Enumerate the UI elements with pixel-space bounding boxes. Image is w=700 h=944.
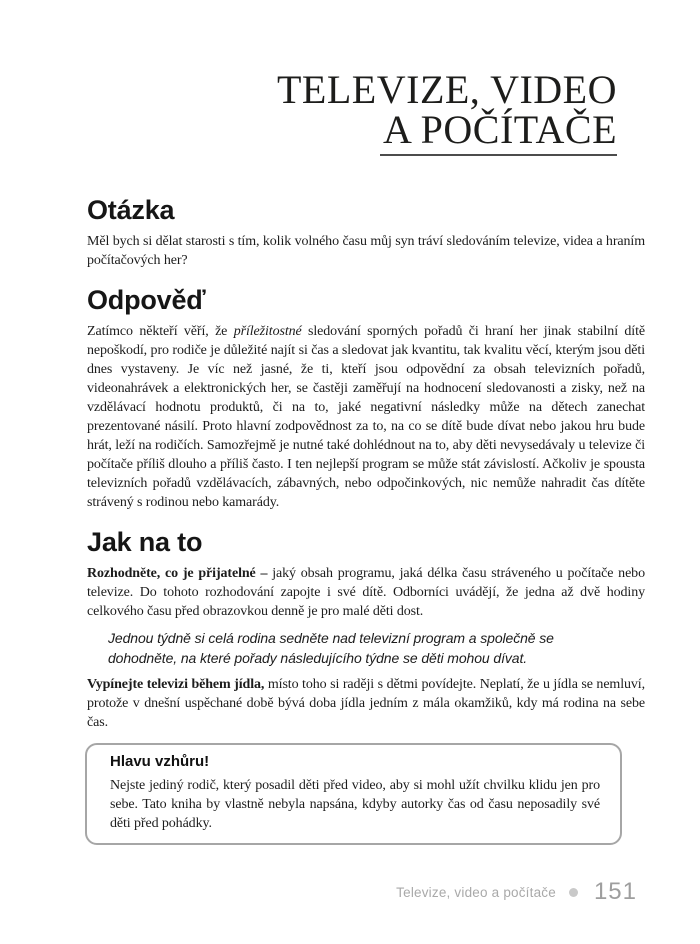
jak-na-to-p2-rest: místo toho si raději s dětmi povídejte. Neplatí, že u jídla se nemluví, protože v dnešní uspěchané době bývá doba jídla jedním z mála okamžiků, kdy má rodina na sebe čas.	[87, 677, 645, 730]
page-footer	[396, 880, 637, 904]
jak-na-to-p1-bold-lead: Rozhodněte, co je přijatelné –	[87, 566, 273, 581]
footer-page-number: 151	[593, 878, 637, 905]
odpoved-text-rest: sledování sporných pořadů či hraní her jinak stabilní dítě nepoškodí, pro rodiče je důležité najít si čas a sledovat jak kvantitu, tak kvalitu věcí, kterým jsou děti dnes vystaveny. Je víc než jasné, že ti, kteří jsou odpovědní za obsah televizních pořadů, videonahrávek a elektronických her, se častěji zaměřují na hodnocení sledovanosti a zisky, než na vzdělávací hodnotu produktů, či na to, jaké negativní následky může na dětech zanechat prezentované násilí. Proto hlavní zodpovědnost za to, na co se dítě bude dívat nebo jakou hru bude hrát, leží na rodičích. Samozřejmě je nutné také dohlédnout na to, aby děti nevysedávaly u televize či počítače příliš dlouho a příliš často. I ten nejlepší program se může stát závislostí. Ačkoliv je spousta televizních pořadů vzdělávacích, zábavných, nebo odpočinkových, nic nemůže nahradit čas dítěte strávený s rodinou nebo kamarády.	[87, 324, 645, 510]
jak-na-to-p1-rest: jaký obsah programu, jaká délka času stráveného u počítače nebo televize. Do tohoto rozhodování zapojte i své dítě. Odborníci uvádějí, že jedna až dvě hodiny celkového času před obrazovkou denně je pro malé děti dost.	[87, 566, 645, 619]
section-heading-otazka: Otázka	[87, 195, 175, 225]
title-underline-rule	[380, 154, 617, 156]
odpoved-paragraph	[87, 322, 645, 512]
section-heading-jak-na-to: Jak na to	[87, 527, 203, 557]
jak-na-to-paragraph-2	[87, 675, 645, 732]
tip-box	[85, 743, 622, 845]
odpoved-text-italic: příležitostné	[233, 324, 302, 339]
chapter-title-line-1: TELEVIZE, VIDEO	[277, 67, 617, 112]
otazka-paragraph: Měl bych si dělat starosti s tím, kolik volného času můj syn tráví sledováním televize, videa a hraním počítačových her?	[87, 234, 645, 268]
odpoved-text-lead: Zatímco někteří věří, že	[87, 324, 234, 339]
family-agreement-quote: Jednou týdně si celá rodina sedněte nad televizní program a společně se dohodněte, na které pořady následujícího týdne se děti mohou dívat.	[108, 630, 554, 666]
tip-box-body: Nejste jediný rodič, který posadil děti před video, aby si mohl užít chvilku klidu jen pro sebe. Tato kniha by vlastně nebyla napsána, kdyby autorky čas od času neposadily své děti před pohádky.	[110, 778, 600, 831]
footer-chapter-label: Televize, video a počítače	[396, 884, 556, 900]
section-heading-odpoved: Odpověď	[87, 285, 206, 315]
footer-bullet-icon	[569, 888, 578, 897]
chapter-title	[87, 67, 645, 156]
tip-box-heading: Hlavu vzhůru!	[110, 753, 210, 770]
chapter-title-line-2: A POČÍTAČE	[382, 107, 617, 152]
jak-na-to-p2-bold-lead: Vypínejte televizi během jídla,	[87, 677, 268, 692]
jak-na-to-paragraph-1	[87, 564, 645, 621]
